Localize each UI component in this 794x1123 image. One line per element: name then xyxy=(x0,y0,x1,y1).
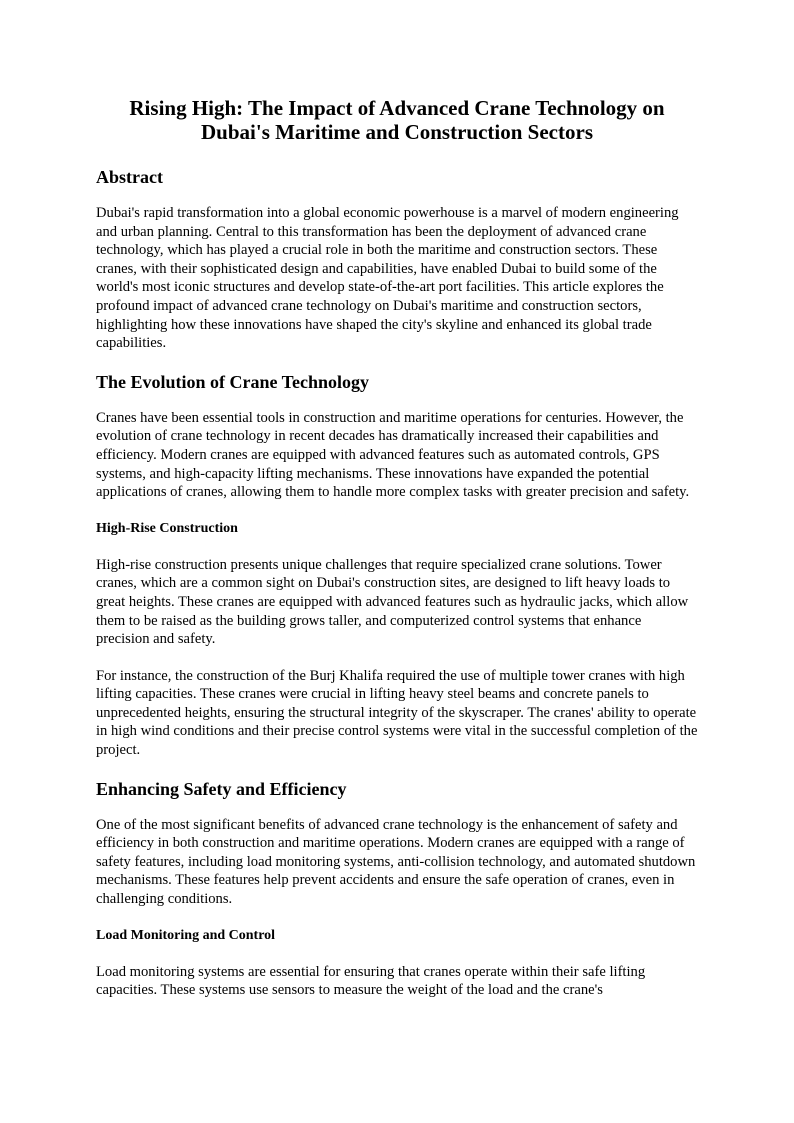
load-monitoring-paragraph: Load monitoring systems are essential for ensuring that cranes operate within their safe lifting capacities. These systems use sensors to measure the weight of the load and the crane's xyxy=(96,963,646,999)
evolution-heading: The Evolution of Crane Technology xyxy=(96,371,370,392)
abstract-paragraph: Dubai's rapid transformation into a global economic powerhouse is a marvel of modern engineering and urban planning. Central to this transformation has been the deployment of advanced crane technology, which has played a crucial role in both the maritime and construction sectors. These cranes, with their sophisticated design and capabilities, have enabled Dubai to build some of the world's most iconic structures and develop state-of-the-art port facilities. This article explores the profound impact of advanced crane technology on Dubai's maritime and construction sectors, highlighting how these innovations have shaped the city's skyline and enhanced its global trade capabilities. xyxy=(96,205,679,352)
high-rise-heading: High-Rise Construction xyxy=(96,520,238,536)
abstract-heading: Abstract xyxy=(96,167,163,187)
abstract-section xyxy=(96,166,698,353)
document-title: Rising High: The Impact of Advanced Crane Technology on Dubai's Maritime and Construction Sectors xyxy=(129,96,665,144)
load-monitoring-heading: Load Monitoring and Control xyxy=(96,927,276,943)
high-rise-paragraph-2: For instance, the construction of the Burj Khalifa required the use of multiple tower cranes with high lifting capacities. These cranes were crucial in lifting heavy steel beams and concrete panels to unprecedented heights, ensuring the structural integrity of the skyscraper. The cranes' ability to operate in high wind conditions and their precise control systems were vital in the successful completion of the project. xyxy=(96,667,698,759)
evolution-section xyxy=(96,371,698,760)
safety-section xyxy=(96,778,698,1000)
safety-heading: Enhancing Safety and Efficiency xyxy=(96,778,347,799)
high-rise-paragraph-1: High-rise construction presents unique challenges that require specialized crane solutions. Tower cranes, which are a common sight on Dubai's construction sites, are designed to lift heavy loads to great heights. These cranes are equipped with advanced features such as hydraulic jacks, which allow them to be raised as the building grows taller, and computerized control systems that enhance precision and safety. xyxy=(96,556,689,648)
safety-paragraph: One of the most significant benefits of advanced crane technology is the enhancement of safety and efficiency in both construction and maritime operations. Modern cranes are equipped with a range of safety features, including load monitoring systems, anti-collision technology, and automated shutdown mechanisms. These features help prevent accidents and ensure the safe operation of cranes, even in challenging conditions. xyxy=(96,816,696,908)
document-page xyxy=(96,96,698,1018)
evolution-paragraph: Cranes have been essential tools in construction and maritime operations for centuries. However, the evolution of crane technology in recent decades has dramatically increased their capabilities and efficiency. Modern cranes are equipped with advanced features such as automated controls, GPS systems, and high-capacity lifting mechanisms. These innovations have expanded the potential applications of cranes, allowing them to handle more complex tasks with greater precision and safety. xyxy=(96,409,690,501)
